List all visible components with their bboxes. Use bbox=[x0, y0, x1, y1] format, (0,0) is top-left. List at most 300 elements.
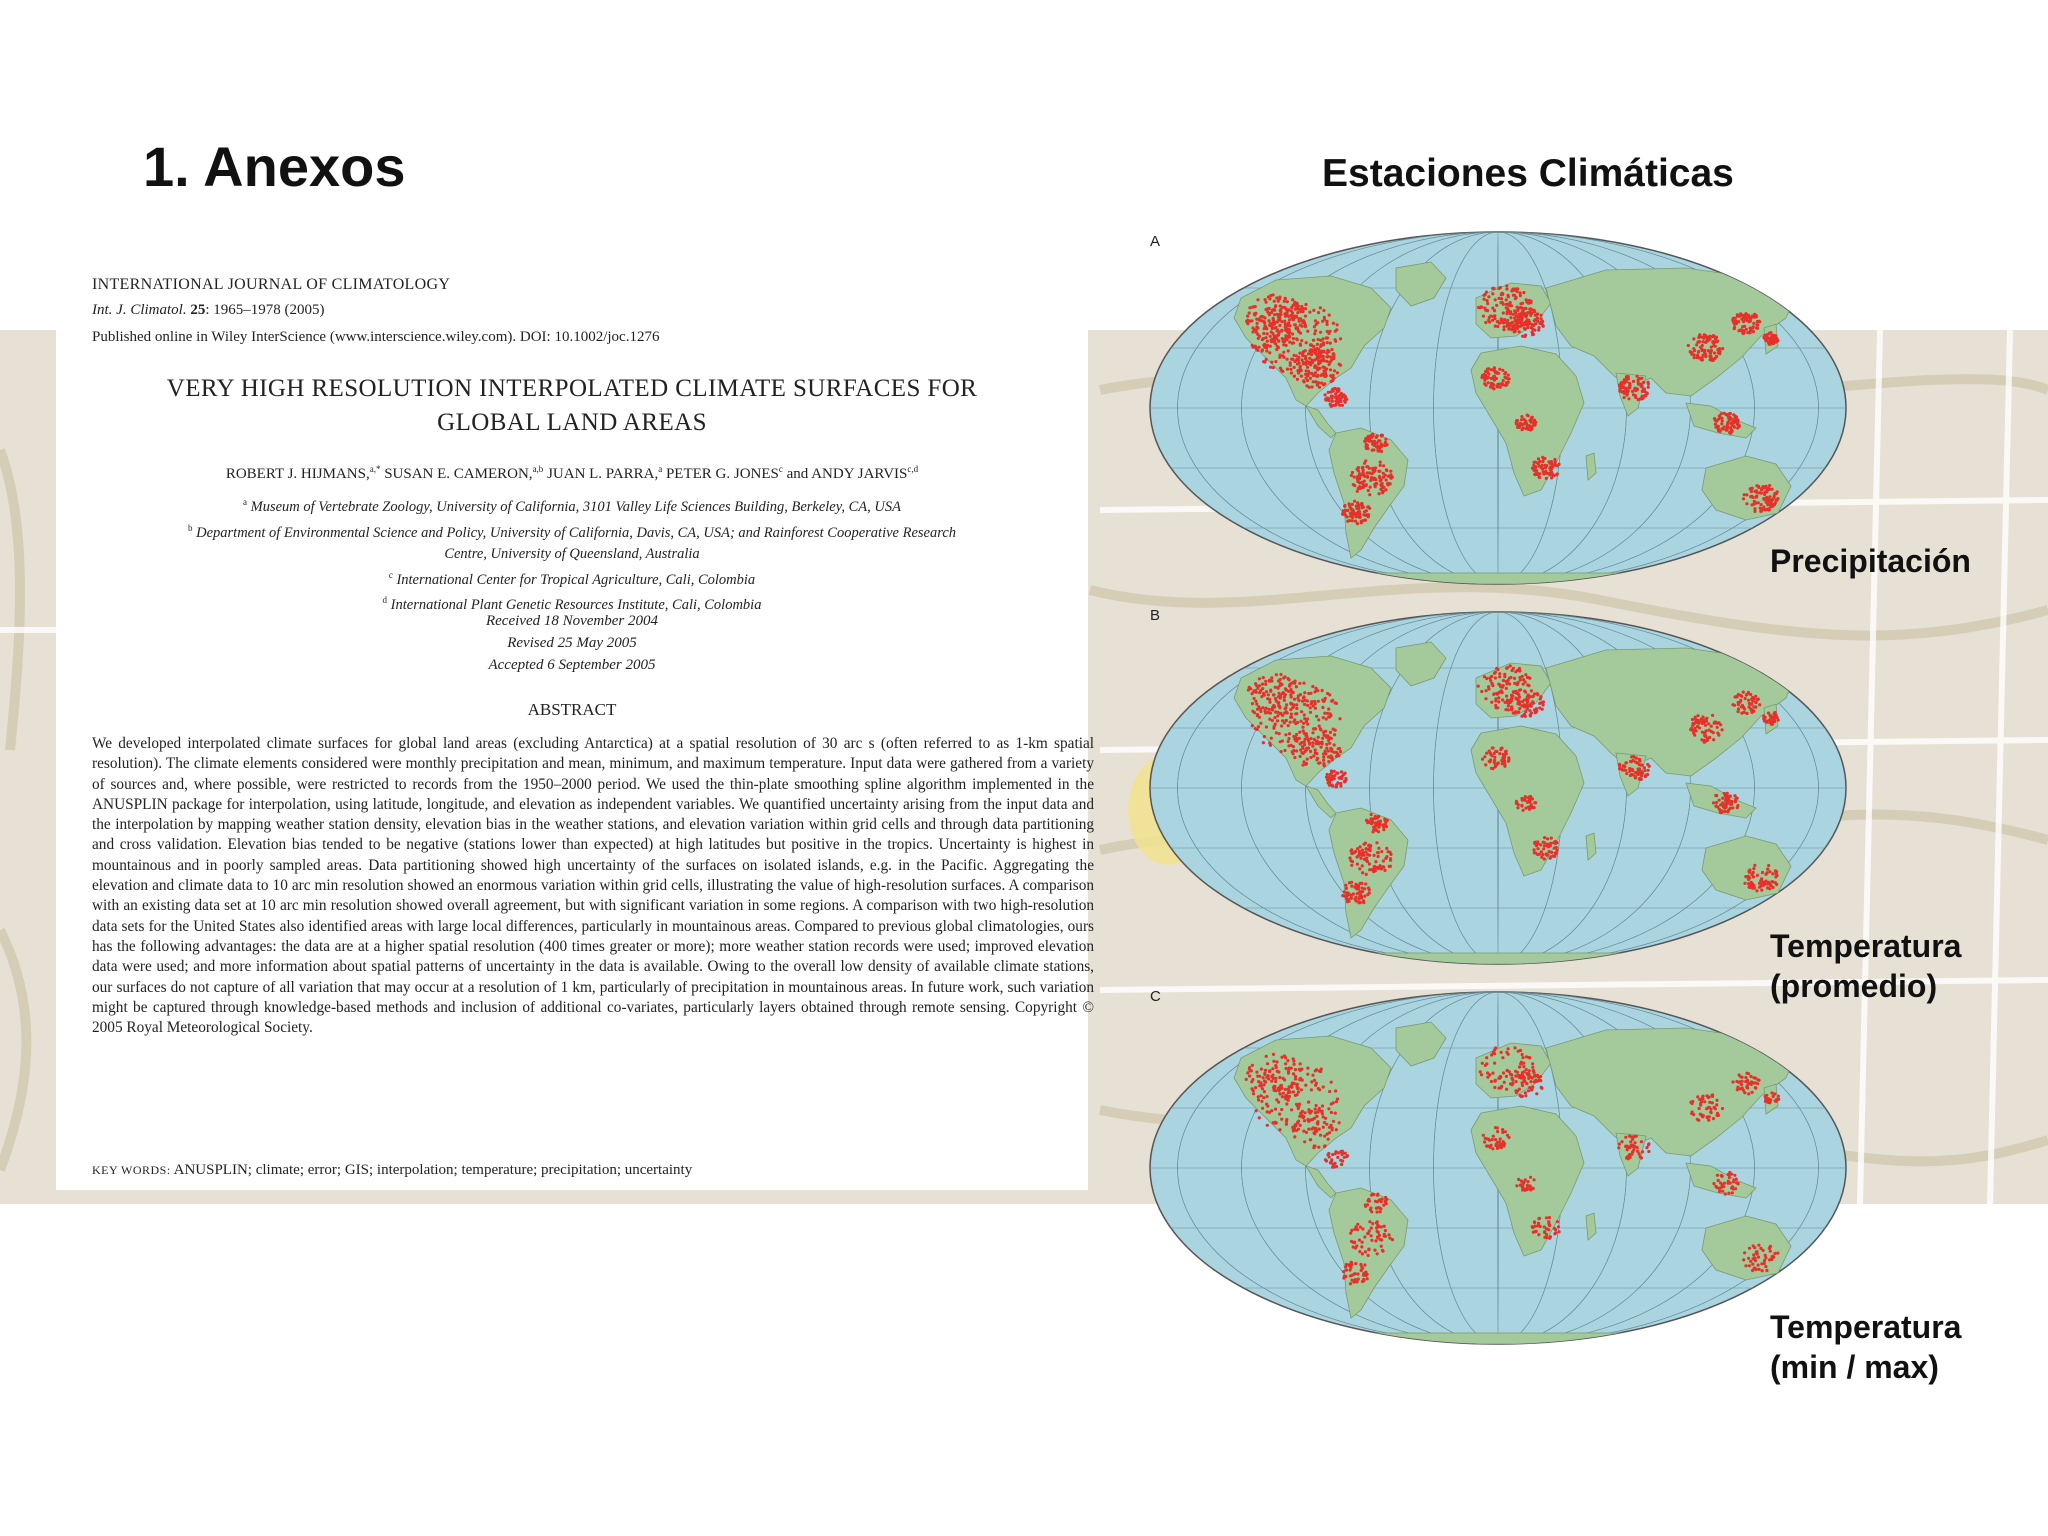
station-dot bbox=[1479, 1070, 1482, 1073]
station-dot bbox=[1494, 676, 1497, 679]
station-dot bbox=[1540, 1087, 1543, 1090]
station-dot bbox=[1391, 1238, 1394, 1241]
station-dot bbox=[1529, 301, 1532, 304]
station-dot bbox=[1370, 1227, 1373, 1230]
station-dot bbox=[1715, 801, 1718, 804]
station-dot bbox=[1714, 794, 1717, 797]
station-dot bbox=[1767, 487, 1770, 490]
station-dot bbox=[1339, 364, 1342, 367]
station-dot bbox=[1720, 1174, 1723, 1177]
station-dot bbox=[1529, 428, 1532, 431]
station-dot bbox=[1491, 287, 1494, 290]
station-dot bbox=[1744, 316, 1747, 319]
station-dot bbox=[1631, 768, 1634, 771]
station-dot bbox=[1368, 1220, 1371, 1223]
station-dot bbox=[1332, 1120, 1335, 1123]
station-dot bbox=[1256, 1075, 1259, 1078]
station-dot bbox=[1633, 1145, 1636, 1148]
station-dot bbox=[1770, 1091, 1773, 1094]
station-dot bbox=[1296, 369, 1299, 372]
station-dot bbox=[1297, 1105, 1300, 1108]
station-dot bbox=[1278, 706, 1281, 709]
station-dot bbox=[1249, 687, 1252, 690]
station-dot bbox=[1768, 341, 1771, 344]
station-dot bbox=[1310, 737, 1313, 740]
station-dot bbox=[1284, 733, 1287, 736]
station-dot bbox=[1378, 1198, 1381, 1201]
station-dot bbox=[1328, 1126, 1331, 1129]
station-dot bbox=[1262, 332, 1265, 335]
station-dot bbox=[1296, 378, 1299, 381]
station-dot bbox=[1370, 1234, 1373, 1237]
station-dot bbox=[1543, 844, 1546, 847]
station-dot bbox=[1764, 1095, 1767, 1098]
station-dot bbox=[1735, 416, 1738, 419]
station-dot bbox=[1529, 702, 1532, 705]
station-dot bbox=[1372, 826, 1375, 829]
station-dot bbox=[1701, 731, 1704, 734]
station-dot bbox=[1273, 300, 1276, 303]
station-dot bbox=[1493, 1062, 1496, 1065]
station-dot bbox=[1744, 1076, 1747, 1079]
station-dot bbox=[1520, 418, 1523, 421]
station-dot bbox=[1504, 1130, 1507, 1133]
station-dot bbox=[1270, 1109, 1273, 1112]
station-dot bbox=[1369, 486, 1372, 489]
station-dot bbox=[1699, 335, 1702, 338]
station-dot bbox=[1281, 719, 1284, 722]
station-dot bbox=[1519, 291, 1522, 294]
station-dot bbox=[1304, 349, 1307, 352]
station-dot bbox=[1707, 722, 1710, 725]
station-dot bbox=[1254, 682, 1257, 685]
station-dot bbox=[1316, 374, 1319, 377]
station-dot bbox=[1296, 305, 1299, 308]
station-dot bbox=[1269, 335, 1272, 338]
citation bbox=[92, 302, 325, 319]
station-dot bbox=[1769, 884, 1772, 887]
station-dot bbox=[1306, 1073, 1309, 1076]
station-dot bbox=[1314, 687, 1317, 690]
station-dot bbox=[1374, 1200, 1377, 1203]
station-dot bbox=[1351, 860, 1354, 863]
station-dot bbox=[1329, 330, 1332, 333]
station-dot bbox=[1760, 885, 1763, 888]
station-dot bbox=[1303, 713, 1306, 716]
station-dot bbox=[1712, 334, 1715, 337]
station-dot bbox=[1527, 1180, 1530, 1183]
station-dot bbox=[1261, 683, 1264, 686]
station-dot bbox=[1368, 868, 1371, 871]
station-dot bbox=[1255, 691, 1258, 694]
station-dot bbox=[1722, 805, 1725, 808]
station-dot bbox=[1716, 1174, 1719, 1177]
station-dot bbox=[1314, 748, 1317, 751]
station-dot bbox=[1361, 1252, 1364, 1255]
station-dot bbox=[1501, 321, 1504, 324]
station-dot bbox=[1521, 798, 1524, 801]
station-dot bbox=[1311, 685, 1314, 688]
station-dot bbox=[1263, 709, 1266, 712]
station-dot bbox=[1256, 708, 1259, 711]
station-dot bbox=[1259, 689, 1262, 692]
station-dot bbox=[1490, 1080, 1493, 1083]
station-dot bbox=[1763, 493, 1766, 496]
station-dot bbox=[1336, 1098, 1339, 1101]
station-dot bbox=[1288, 318, 1291, 321]
precipitation-caption bbox=[1770, 541, 1971, 581]
station-dot bbox=[1334, 1112, 1337, 1115]
station-dot bbox=[1358, 1250, 1361, 1253]
keywords-list: ANUSPLIN; climate; error; GIS; interpolation; temperature; precipitation; uncertainty bbox=[173, 1162, 693, 1178]
station-dot bbox=[1516, 1071, 1519, 1074]
station-dot bbox=[1367, 489, 1370, 492]
station-dot bbox=[1354, 898, 1357, 901]
station-dot bbox=[1367, 505, 1370, 508]
station-dot bbox=[1343, 895, 1346, 898]
station-dot bbox=[1253, 313, 1256, 316]
station-dot bbox=[1255, 1109, 1258, 1112]
station-dot bbox=[1303, 743, 1306, 746]
station-dot bbox=[1260, 1094, 1263, 1097]
station-dot bbox=[1746, 1084, 1749, 1087]
station-dot bbox=[1380, 867, 1383, 870]
station-dot bbox=[1520, 324, 1523, 327]
station-dot bbox=[1489, 679, 1492, 682]
station-dot bbox=[1534, 461, 1537, 464]
station-dot bbox=[1292, 318, 1295, 321]
station-dot bbox=[1522, 1065, 1525, 1068]
station-dot bbox=[1522, 1079, 1525, 1082]
station-dot bbox=[1292, 1127, 1295, 1130]
caption-line: Temperatura bbox=[1770, 928, 1962, 964]
station-dot bbox=[1645, 1146, 1648, 1149]
station-dot bbox=[1758, 703, 1761, 706]
station-dot bbox=[1739, 699, 1742, 702]
station-dot bbox=[1379, 823, 1382, 826]
station-dot bbox=[1293, 303, 1296, 306]
station-dot bbox=[1295, 315, 1298, 318]
station-dot bbox=[1486, 309, 1489, 312]
station-dot bbox=[1736, 806, 1739, 809]
station-dot bbox=[1363, 854, 1366, 857]
station-dot bbox=[1742, 1258, 1745, 1261]
station-dot bbox=[1502, 379, 1505, 382]
station-dot bbox=[1771, 1255, 1774, 1258]
station-dot bbox=[1339, 750, 1342, 753]
station-dot bbox=[1762, 506, 1765, 509]
station-dot bbox=[1770, 880, 1773, 883]
station-dot bbox=[1727, 413, 1730, 416]
station-dot bbox=[1305, 341, 1308, 344]
station-dot bbox=[1274, 305, 1277, 308]
station-dot bbox=[1341, 513, 1344, 516]
station-dot bbox=[1358, 477, 1361, 480]
station-dot bbox=[1388, 865, 1391, 868]
station-dot bbox=[1309, 692, 1312, 695]
station-dot bbox=[1314, 329, 1317, 332]
station-dot bbox=[1497, 1087, 1500, 1090]
station-dot bbox=[1753, 510, 1756, 513]
station-dot bbox=[1384, 821, 1387, 824]
station-dot bbox=[1376, 1194, 1379, 1197]
station-dot bbox=[1362, 1274, 1365, 1277]
station-dot bbox=[1292, 1090, 1295, 1093]
station-dot bbox=[1323, 318, 1326, 321]
station-dot bbox=[1350, 474, 1353, 477]
station-dot bbox=[1348, 893, 1351, 896]
station-dot bbox=[1749, 328, 1752, 331]
station-dot bbox=[1284, 324, 1287, 327]
station-dot bbox=[1730, 1187, 1733, 1190]
station-dot bbox=[1716, 1186, 1719, 1189]
station-dot bbox=[1368, 1229, 1371, 1232]
station-dot bbox=[1289, 368, 1292, 371]
station-dot bbox=[1535, 1092, 1538, 1095]
station-dot bbox=[1524, 1094, 1527, 1097]
station-dot bbox=[1309, 1138, 1312, 1141]
station-dot bbox=[1344, 1152, 1347, 1155]
station-dot bbox=[1275, 348, 1278, 351]
station-dot bbox=[1625, 375, 1628, 378]
station-dot bbox=[1321, 699, 1324, 702]
station-dot bbox=[1721, 1107, 1724, 1110]
station-dot bbox=[1278, 1128, 1281, 1131]
station-dot bbox=[1772, 1095, 1775, 1098]
station-dot bbox=[1518, 1088, 1521, 1091]
station-dot bbox=[1747, 875, 1750, 878]
station-dot bbox=[1727, 1173, 1730, 1176]
station-dot bbox=[1620, 381, 1623, 384]
station-dot bbox=[1743, 325, 1746, 328]
station-dot bbox=[1317, 736, 1320, 739]
station-dot bbox=[1276, 714, 1279, 717]
station-dot bbox=[1269, 322, 1272, 325]
station-dot bbox=[1299, 343, 1302, 346]
station-dot bbox=[1530, 803, 1533, 806]
station-dot bbox=[1357, 503, 1360, 506]
station-dot bbox=[1526, 414, 1529, 417]
station-dot bbox=[1506, 307, 1509, 310]
station-dot bbox=[1766, 868, 1769, 871]
station-dot bbox=[1262, 337, 1265, 340]
station-dot bbox=[1747, 878, 1750, 881]
station-dot bbox=[1315, 323, 1318, 326]
citation-journal: Int. J. Climatol. bbox=[92, 302, 187, 318]
station-dot bbox=[1504, 701, 1507, 704]
station-dot bbox=[1775, 874, 1778, 877]
station-dot bbox=[1527, 1089, 1530, 1092]
station-dot bbox=[1284, 1095, 1287, 1098]
station-dot bbox=[1289, 708, 1292, 711]
station-dot bbox=[1297, 359, 1300, 362]
station-dot bbox=[1366, 465, 1369, 468]
station-dot bbox=[1553, 1232, 1556, 1235]
station-dot bbox=[1487, 376, 1490, 379]
station-dot bbox=[1710, 346, 1713, 349]
station-dot bbox=[1691, 1111, 1694, 1114]
station-dot bbox=[1737, 707, 1740, 710]
station-dot bbox=[1256, 728, 1259, 731]
station-dot bbox=[1353, 484, 1356, 487]
station-dot bbox=[1326, 341, 1329, 344]
station-dot bbox=[1305, 762, 1308, 765]
station-dot bbox=[1482, 1134, 1485, 1137]
station-dot bbox=[1295, 707, 1298, 710]
station-dot bbox=[1515, 296, 1518, 299]
station-dot bbox=[1272, 317, 1275, 320]
station-dot bbox=[1546, 837, 1549, 840]
station-dot bbox=[1492, 1135, 1495, 1138]
station-dot bbox=[1315, 380, 1318, 383]
station-dot bbox=[1715, 1103, 1718, 1106]
station-dot bbox=[1754, 706, 1757, 709]
station-dot bbox=[1325, 717, 1328, 720]
station-dot bbox=[1268, 742, 1271, 745]
station-dot bbox=[1760, 877, 1763, 880]
station-dot bbox=[1268, 679, 1271, 682]
station-dot bbox=[1368, 440, 1371, 443]
station-dot bbox=[1380, 1225, 1383, 1228]
station-dot bbox=[1535, 1230, 1538, 1233]
station-dot bbox=[1358, 1239, 1361, 1242]
station-dot bbox=[1756, 1082, 1759, 1085]
station-dot bbox=[1750, 702, 1753, 705]
station-dot bbox=[1529, 1187, 1532, 1190]
station-dot bbox=[1505, 750, 1508, 753]
station-dot bbox=[1493, 1080, 1496, 1083]
station-dot bbox=[1713, 351, 1716, 354]
station-dot bbox=[1765, 1269, 1768, 1272]
station-dot bbox=[1519, 302, 1522, 305]
station-dot bbox=[1647, 1142, 1650, 1145]
station-dot bbox=[1498, 322, 1501, 325]
station-dot bbox=[1320, 746, 1323, 749]
citation-volume: 25 bbox=[190, 302, 206, 318]
station-dot bbox=[1541, 460, 1544, 463]
affiliation-text: International Center for Tropical Agriculture, Cali, Colombia bbox=[396, 571, 756, 588]
station-dot bbox=[1371, 819, 1374, 822]
station-dot bbox=[1550, 467, 1553, 470]
station-dot bbox=[1731, 1191, 1734, 1194]
station-dot bbox=[1523, 690, 1526, 693]
station-dot bbox=[1504, 708, 1507, 711]
station-dot bbox=[1723, 792, 1726, 795]
station-dot bbox=[1302, 682, 1305, 685]
station-dot bbox=[1520, 415, 1523, 418]
station-dot bbox=[1764, 508, 1767, 511]
station-dot bbox=[1539, 695, 1542, 698]
station-dot bbox=[1496, 1141, 1499, 1144]
station-dot bbox=[1697, 722, 1700, 725]
station-dot bbox=[1309, 706, 1312, 709]
station-dot bbox=[1494, 765, 1497, 768]
station-dot bbox=[1331, 699, 1334, 702]
station-dot bbox=[1626, 1148, 1629, 1151]
station-dot bbox=[1506, 1069, 1509, 1072]
station-dot bbox=[1512, 294, 1515, 297]
station-dot bbox=[1505, 687, 1508, 690]
station-dot bbox=[1266, 1062, 1269, 1065]
station-dot bbox=[1529, 1176, 1532, 1179]
station-dot bbox=[1362, 513, 1365, 516]
affiliation bbox=[56, 492, 1088, 518]
station-dot bbox=[1292, 337, 1295, 340]
station-dot bbox=[1493, 672, 1496, 675]
station-dot bbox=[1509, 664, 1512, 667]
caption-line: Precipitación bbox=[1770, 543, 1971, 579]
station-dot bbox=[1325, 355, 1328, 358]
station-dot bbox=[1309, 711, 1312, 714]
station-dot bbox=[1484, 293, 1487, 296]
station-dot bbox=[1765, 490, 1768, 493]
station-dot bbox=[1267, 708, 1270, 711]
station-dot bbox=[1710, 725, 1713, 728]
station-dot bbox=[1776, 1252, 1779, 1255]
station-dot bbox=[1494, 1144, 1497, 1147]
station-dot bbox=[1713, 1106, 1716, 1109]
station-dot bbox=[1305, 359, 1308, 362]
station-dot bbox=[1287, 690, 1290, 693]
station-dot bbox=[1734, 317, 1737, 320]
affiliation-text: International Plant Genetic Resources Institute, Cali, Colombia bbox=[390, 597, 762, 614]
station-dot bbox=[1374, 860, 1377, 863]
stations-title: Estaciones Climáticas bbox=[1322, 152, 1734, 195]
station-dot bbox=[1519, 688, 1522, 691]
station-dot bbox=[1483, 379, 1486, 382]
station-dot bbox=[1768, 870, 1771, 873]
station-dot bbox=[1647, 769, 1650, 772]
station-dot bbox=[1380, 445, 1383, 448]
landmass bbox=[1286, 953, 1706, 964]
station-dot bbox=[1618, 1143, 1621, 1146]
station-dot bbox=[1523, 323, 1526, 326]
station-dot bbox=[1322, 716, 1325, 719]
station-dot bbox=[1630, 1153, 1633, 1156]
station-dot bbox=[1284, 706, 1287, 709]
station-dot bbox=[1498, 368, 1501, 371]
station-dot bbox=[1366, 1203, 1369, 1206]
station-dot bbox=[1493, 375, 1496, 378]
station-dot bbox=[1633, 387, 1636, 390]
station-dot bbox=[1515, 698, 1518, 701]
station-dot bbox=[1504, 384, 1507, 387]
station-dot bbox=[1311, 741, 1314, 744]
station-dot bbox=[1768, 484, 1771, 487]
station-dot bbox=[1720, 417, 1723, 420]
station-dot bbox=[1366, 860, 1369, 863]
station-dot bbox=[1264, 1069, 1267, 1072]
station-dot bbox=[1499, 1144, 1502, 1147]
station-dot bbox=[1748, 886, 1751, 889]
paper-title-line-1: VERY HIGH RESOLUTION INTERPOLATED CLIMATE SURFACES FOR bbox=[166, 375, 978, 402]
station-dot bbox=[1310, 701, 1313, 704]
station-dot bbox=[1555, 849, 1558, 852]
station-dot bbox=[1490, 754, 1493, 757]
station-dot bbox=[1714, 419, 1717, 422]
station-dot bbox=[1365, 484, 1368, 487]
author-name: SUSAN E. CAMERON, bbox=[380, 466, 533, 482]
station-dot bbox=[1289, 1091, 1292, 1094]
station-dot bbox=[1495, 750, 1498, 753]
station-dot bbox=[1293, 375, 1296, 378]
station-dot bbox=[1521, 1076, 1524, 1079]
station-dot bbox=[1284, 315, 1287, 318]
station-dot bbox=[1305, 1131, 1308, 1134]
station-dot bbox=[1518, 1065, 1521, 1068]
station-dot bbox=[1339, 784, 1342, 787]
station-dot bbox=[1286, 309, 1289, 312]
